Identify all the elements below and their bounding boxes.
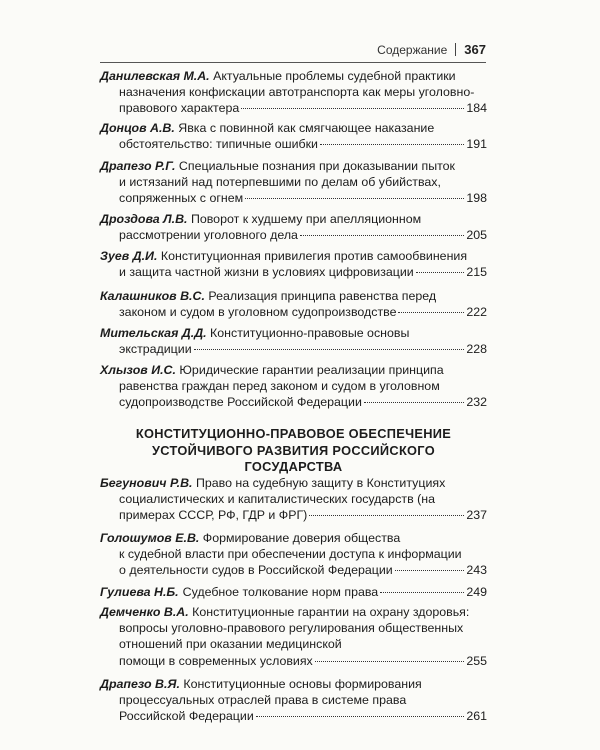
entry-author: Бегунович Р.В. bbox=[100, 476, 193, 490]
entry-title-line: отношений при оказании медицинской bbox=[119, 637, 342, 652]
entry-first-line bbox=[100, 325, 487, 341]
leader-dots bbox=[416, 272, 465, 273]
leader-dots bbox=[320, 144, 464, 145]
leader-dots bbox=[315, 661, 465, 662]
leader-dots bbox=[398, 312, 464, 313]
section-title-line: КОНСТИТУЦИОННО-ПРАВОВОЕ ОБЕСПЕЧЕНИЕ bbox=[135, 426, 452, 441]
entry-page-number: 205 bbox=[466, 228, 487, 243]
toc-entry[interactable] bbox=[100, 325, 487, 357]
entry-first-line bbox=[100, 120, 487, 136]
entry-first-line bbox=[100, 584, 487, 600]
leader-dots bbox=[364, 402, 464, 403]
entry-author: Калашников В.С. bbox=[100, 289, 205, 303]
entry-last-line bbox=[100, 562, 487, 578]
toc-entry[interactable] bbox=[100, 604, 487, 669]
entry-title-end: правового характера bbox=[119, 101, 240, 116]
entry-title-end: помощи в современных условиях bbox=[119, 653, 313, 668]
entry-first-line bbox=[100, 676, 487, 692]
entry-title-end: судопроизводстве Российской Федерации bbox=[119, 395, 362, 410]
toc-entry[interactable] bbox=[100, 475, 487, 524]
entry-last-line bbox=[100, 264, 487, 280]
section-title-line: ГОСУДАРСТВА bbox=[244, 459, 343, 474]
entry-page-number: 237 bbox=[466, 508, 487, 523]
entry-last-line bbox=[100, 190, 487, 206]
entry-title-end: о деятельности судов в Российской Федерации bbox=[119, 563, 393, 578]
toc-entry[interactable] bbox=[100, 248, 487, 280]
entry-title-line: и истязаний над потерпевшими по делам об убийствах, bbox=[119, 175, 441, 190]
toc-entry[interactable] bbox=[100, 362, 487, 411]
entry-author: Зуев Д.И. bbox=[100, 249, 158, 263]
entry-title-end: примерах СССР, РФ, ГДР и ФРГ) bbox=[119, 508, 308, 523]
toc-entry[interactable] bbox=[100, 120, 487, 152]
entry-first-line bbox=[100, 158, 487, 174]
entry-title-start: Актуальные проблемы судебной практики bbox=[213, 69, 456, 83]
entry-first-line bbox=[100, 475, 487, 491]
running-head-section: Содержание bbox=[377, 42, 448, 57]
entry-title-end: законом и судом в уголовном судопроизводстве bbox=[119, 305, 397, 320]
section-title bbox=[100, 426, 487, 476]
entry-title-start: Конституционно-правовые основы bbox=[210, 326, 410, 340]
entry-title-end: сопряженных с огнем bbox=[119, 191, 244, 206]
entry-title-line: к судебной власти при обеспечении доступа к информации bbox=[119, 547, 462, 562]
leader-dots bbox=[309, 515, 464, 516]
leader-dots bbox=[300, 235, 464, 236]
entry-author: Драпезо В.Я. bbox=[100, 677, 180, 691]
entry-title-start: Конституционная привилегия против самообвинения bbox=[160, 249, 468, 263]
leader-dots bbox=[256, 716, 465, 717]
entry-title-start: Поворот к худшему при апелляционном bbox=[190, 212, 422, 226]
toc-entry[interactable] bbox=[100, 158, 487, 207]
entry-title-line: равенства граждан перед законом и судом в уголовном bbox=[119, 379, 440, 394]
entry-page-number: 184 bbox=[466, 101, 487, 116]
entry-page-number: 243 bbox=[466, 563, 487, 578]
entry-last-line bbox=[100, 394, 487, 410]
leader-dots bbox=[241, 108, 464, 109]
entry-last-line bbox=[100, 227, 487, 243]
entry-title-start: Реализация принципа равенства перед bbox=[208, 289, 437, 303]
entry-author: Донцов А.В. bbox=[100, 121, 175, 135]
entry-page-number: 255 bbox=[466, 653, 487, 668]
leader-dots bbox=[395, 570, 465, 571]
entry-page-number: 261 bbox=[466, 709, 487, 724]
entry-page-number: 249 bbox=[466, 585, 487, 599]
entry-first-line bbox=[100, 288, 487, 304]
entry-last-line bbox=[100, 304, 487, 320]
page-number: 367 bbox=[464, 42, 486, 57]
entry-first-line bbox=[100, 530, 487, 546]
entry-author: Хлызов И.С. bbox=[100, 363, 176, 377]
entry-title-start: Конституционные гарантии на охрану здоровья: bbox=[192, 605, 470, 619]
toc-entry[interactable] bbox=[100, 676, 487, 725]
entry-page-number: 191 bbox=[466, 137, 487, 152]
header-rule bbox=[100, 62, 486, 63]
running-head-divider bbox=[455, 43, 456, 56]
toc-entry[interactable] bbox=[100, 530, 487, 579]
entry-author: Гулиева Н.Б. bbox=[100, 585, 179, 599]
entry-title-end: Российской Федерации bbox=[119, 709, 254, 724]
entry-title-end: рассмотрении уголовного дела bbox=[119, 228, 298, 243]
section-title-line: УСТОЙЧИВОГО РАЗВИТИЯ РОССИЙСКОГО bbox=[152, 442, 435, 458]
entry-author: Демченко В.А. bbox=[100, 605, 189, 619]
entry-title-start: Юридические гарантии реализации принципа bbox=[179, 363, 444, 377]
entry-first-line bbox=[100, 362, 487, 378]
entry-title-end: и защита частной жизни в условиях цифровизации bbox=[119, 265, 414, 280]
entry-page-number: 232 bbox=[466, 395, 487, 410]
entry-author: Дроздова Л.В. bbox=[100, 212, 188, 226]
entry-page-number: 215 bbox=[466, 265, 487, 280]
entry-title-start: Явка с повинной как смягчающее наказание bbox=[178, 121, 435, 135]
entry-page-number: 198 bbox=[466, 191, 487, 206]
toc-entry[interactable] bbox=[100, 288, 487, 320]
toc-entry[interactable] bbox=[100, 211, 487, 243]
entry-title-line: социалистических и капиталистических государств (на bbox=[119, 492, 435, 507]
entry-title-line: назначения конфискации автотранспорта как меры уголовно- bbox=[119, 85, 475, 100]
entry-title-line: вопросы уголовно-правового регулирования общественных bbox=[119, 621, 464, 636]
entry-title-end: обстоятельство: типичные ошибки bbox=[119, 137, 318, 152]
entry-first-line bbox=[100, 68, 487, 84]
entry-title-start: Право на судебную защиту в Конституциях bbox=[195, 476, 446, 490]
entry-title-start: Специальные познания при доказывании пыток bbox=[178, 159, 455, 173]
entry-last-line bbox=[100, 136, 487, 152]
toc-entry[interactable] bbox=[100, 68, 487, 117]
entry-title-line: процессуальных отраслей права в системе права bbox=[119, 693, 407, 708]
entry-last-line bbox=[100, 341, 487, 357]
entry-title-end: экстрадиции bbox=[119, 342, 192, 357]
entry-author: Драпезо Р.Г. bbox=[100, 159, 176, 173]
entry-author: Данилевская М.А. bbox=[100, 69, 210, 83]
leader-dots bbox=[245, 198, 464, 199]
leader-dots bbox=[380, 592, 464, 593]
entry-first-line bbox=[100, 248, 487, 264]
entry-page-number: 228 bbox=[466, 342, 487, 357]
leader-dots bbox=[194, 349, 465, 350]
entry-last-line bbox=[100, 708, 487, 724]
entry-page-number: 222 bbox=[466, 305, 487, 320]
entry-title-start: Конституционные основы формирования bbox=[183, 677, 422, 691]
entry-title-start: Формирование доверия общества bbox=[202, 531, 401, 545]
running-head bbox=[377, 42, 486, 57]
entry-first-line bbox=[100, 604, 487, 620]
entry-first-line bbox=[100, 211, 487, 227]
entry-last-line bbox=[100, 653, 487, 669]
entry-author: Мительская Д.Д. bbox=[100, 326, 207, 340]
entry-author: Голошумов Е.В. bbox=[100, 531, 200, 545]
entry-last-line bbox=[100, 100, 487, 116]
entry-title-start: Судебное толкование норм права bbox=[182, 585, 379, 599]
entry-last-line bbox=[100, 507, 487, 523]
toc-entry[interactable] bbox=[100, 584, 487, 600]
